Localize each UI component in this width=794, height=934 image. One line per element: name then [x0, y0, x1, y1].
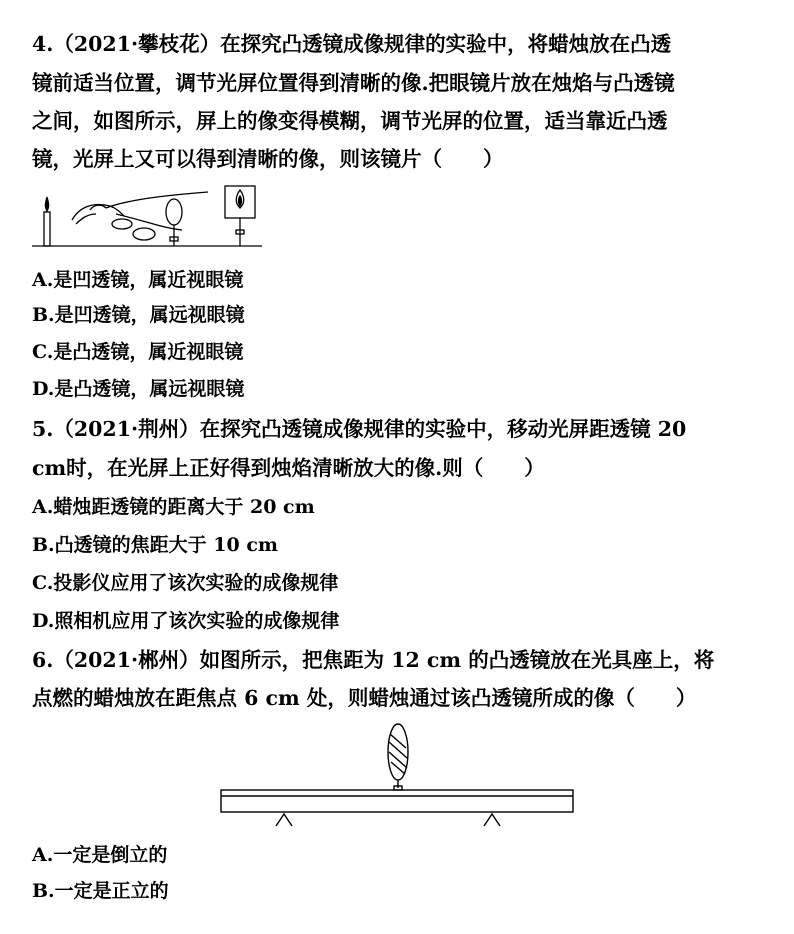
q4-stem-line-4: 镜，光屏上又可以得到清晰的像，则该镜片（ ）	[32, 147, 504, 171]
q4-option-a: A.是凹透镜，属近视眼镜	[32, 269, 244, 291]
q4-stem-line-2: 镜前适当位置，调节光屏位置得到清晰的像.把眼镜片放在烛焰与凸透镜	[32, 71, 675, 95]
q4-option-b: B.是凹透镜，属远视眼镜	[32, 304, 245, 326]
q6-stem-line-2: 点燃的蜡烛放在距焦点 6 cm 处，则蜡烛通过该凸透镜所成的像（ ）	[32, 686, 697, 710]
q4-option-d: D.是凸透镜，属远视眼镜	[32, 378, 245, 400]
q5-option-b: B.凸透镜的焦距大于 10 cm	[32, 534, 279, 556]
q5-option-a: A.蜡烛距透镜的距离大于 20 cm	[32, 496, 315, 518]
q5-stem-line-1: 5.（2021·荆州）在探究凸透镜成像规律的实验中，移动光屏距透镜 20	[32, 417, 687, 441]
q6-stem-line-1: 6.（2021·郴州）如图所示，把焦距为 12 cm 的凸透镜放在光具座上，将	[32, 648, 715, 672]
q6-option-b: B.一定是正立的	[32, 880, 169, 902]
q4-stem-line-1: 4.（2021·攀枝花）在探究凸透镜成像规律的实验中，将蜡烛放在凸透	[32, 32, 672, 56]
q4-option-c: C.是凸透镜，属近视眼镜	[32, 341, 244, 363]
q5-option-d: D.照相机应用了该次实验的成像规律	[32, 610, 340, 632]
q6-option-a: A.一定是倒立的	[32, 844, 168, 866]
q5-option-c: C.投影仪应用了该次实验的成像规律	[32, 572, 339, 594]
optical-bench-lens-icon	[218, 722, 578, 830]
lens-experiment-illustration-icon	[32, 184, 262, 250]
q5-stem-line-2: cm时，在光屏上正好得到烛焰清晰放大的像.则（ ）	[32, 456, 545, 480]
q4-stem-line-3: 之间，如图所示，屏上的像变得模糊，调节光屏的位置，适当靠近凸透	[32, 109, 668, 133]
